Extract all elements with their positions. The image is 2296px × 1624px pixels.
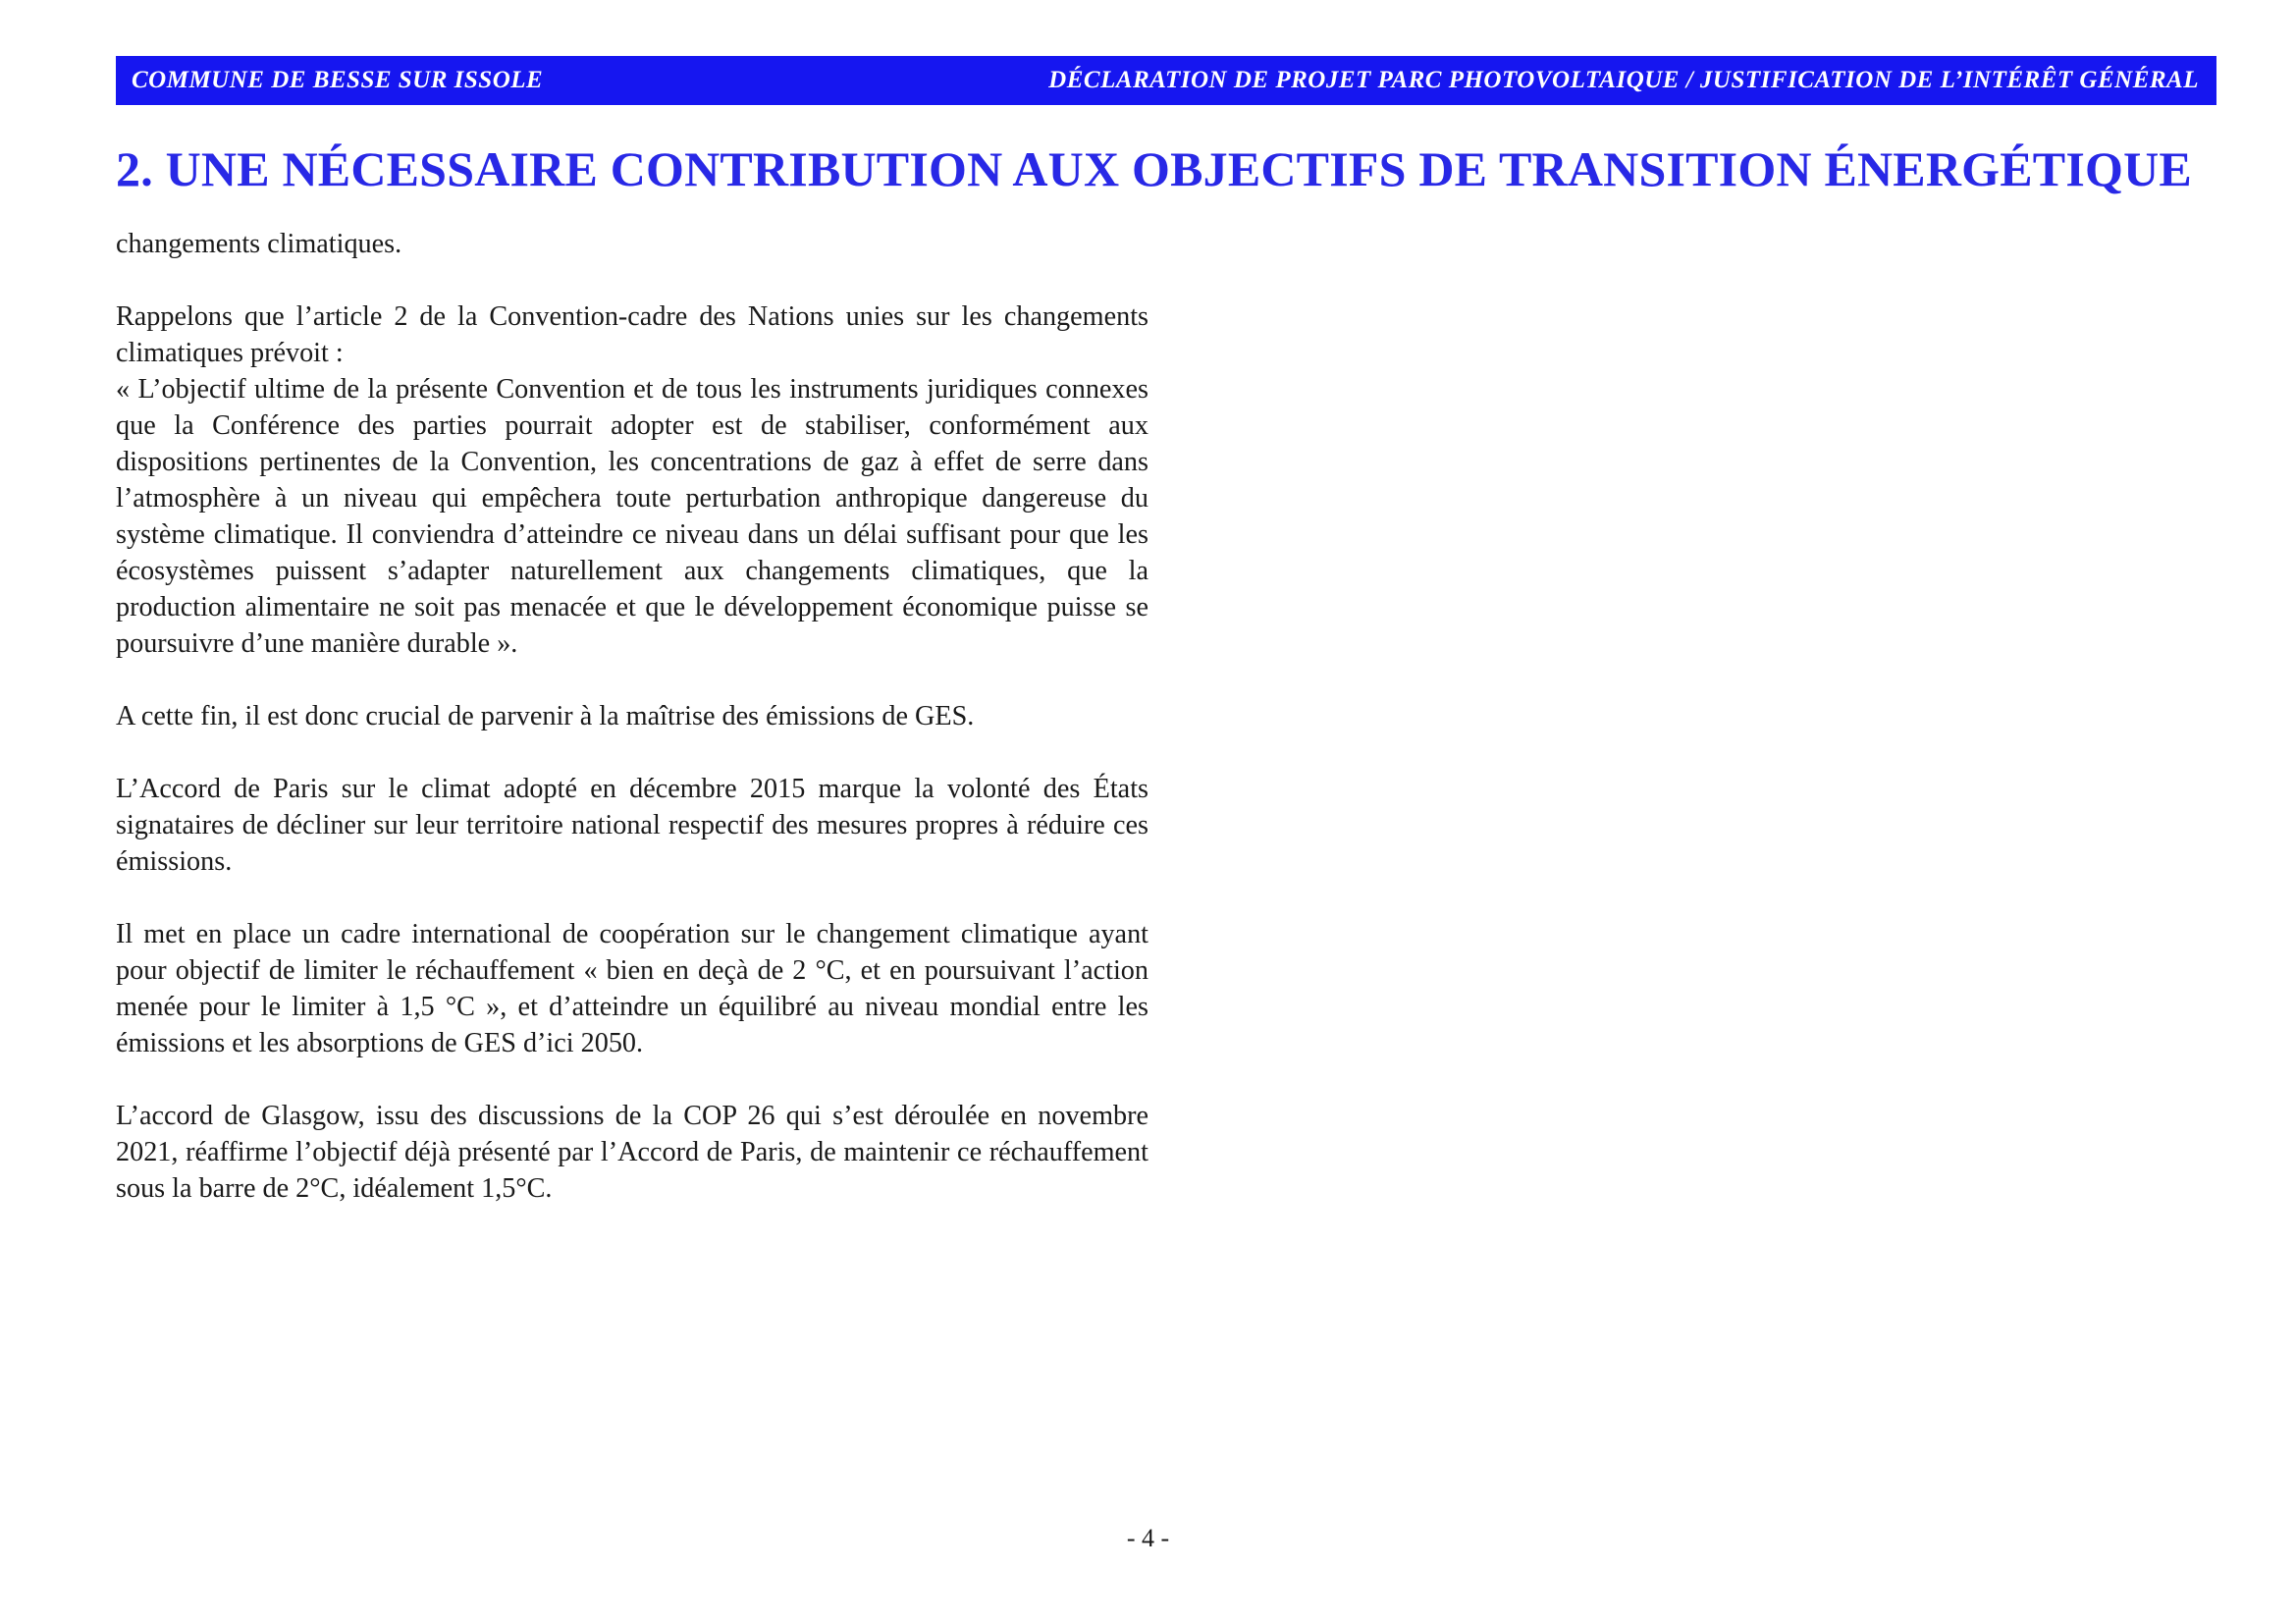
header-document-title: DÉCLARATION DE PROJET PARC PHOTOVOLTAIQUE / JUSTIFICATION DE L’INTÉRÊT GÉNÉRAL	[1048, 67, 2199, 93]
paragraph-article-intro: Rappelons que l’article 2 de la Convention-cadre des Nations unies sur les changements climatiques prévoit :	[116, 301, 1148, 368]
page-number: - 4 -	[1126, 1524, 1170, 1552]
paragraph-paris-agreement: L’Accord de Paris sur le climat adopté en décembre 2015 marque la volonté des États signataires de décliner sur leur territoire national respectif des mesures propres à réduire ces émissions.	[116, 774, 1148, 877]
body-text	[116, 226, 1148, 1243]
paragraph-continuation: changements climatiques.	[116, 229, 402, 259]
header-commune: COMMUNE DE BESSE SUR ISSOLE	[132, 67, 544, 93]
page-header	[116, 56, 2216, 105]
paragraph-convention-quote: « L’objectif ultime de la présente Convention et de tous les instruments juridiques connexes que la Conférence des parties pourrait adopter est de stabiliser, conformément aux dispositions pertinentes de la Convention, les concentrations de gaz à effet de serre dans l’atmosphère à un niveau qui empêchera toute perturbation anthropique dangereuse du système climatique. Il conviendra d’atteindre ce niveau dans un délai suffisant pour que les écosystèmes puissent s’adapter naturellement aux changements climatiques, que la production alimentaire ne soit pas menacée et que le développement économique puisse se poursuivre d’une manière durable ».	[116, 374, 1148, 659]
paragraph-cooperation-framework: Il met en place un cadre international de coopération sur le changement climatique ayant pour objectif de limiter le réchauffement « bien en deçà de 2 °C, et en poursuivant l’action menée pour le limiter à 1,5 °C », et d’atteindre un équilibré au niveau mondial entre les émissions et les absorptions de GES d’ici 2050.	[116, 919, 1148, 1058]
paragraph-glasgow-agreement: L’accord de Glasgow, issu des discussions de la COP 26 qui s’est déroulée en novembre 2021, réaffirme l’objectif déjà présenté par l’Accord de Paris, de maintenir ce réchauffement sous la barre de 2°C, idéalement 1,5°C.	[116, 1101, 1148, 1204]
section-title: 2. UNE NÉCESSAIRE CONTRIBUTION AUX OBJECTIFS DE TRANSITION ÉNERGÉTIQUE	[116, 141, 2192, 196]
paragraph-ges-mastery: A cette fin, il est donc crucial de parvenir à la maîtrise des émissions de GES.	[116, 701, 975, 731]
